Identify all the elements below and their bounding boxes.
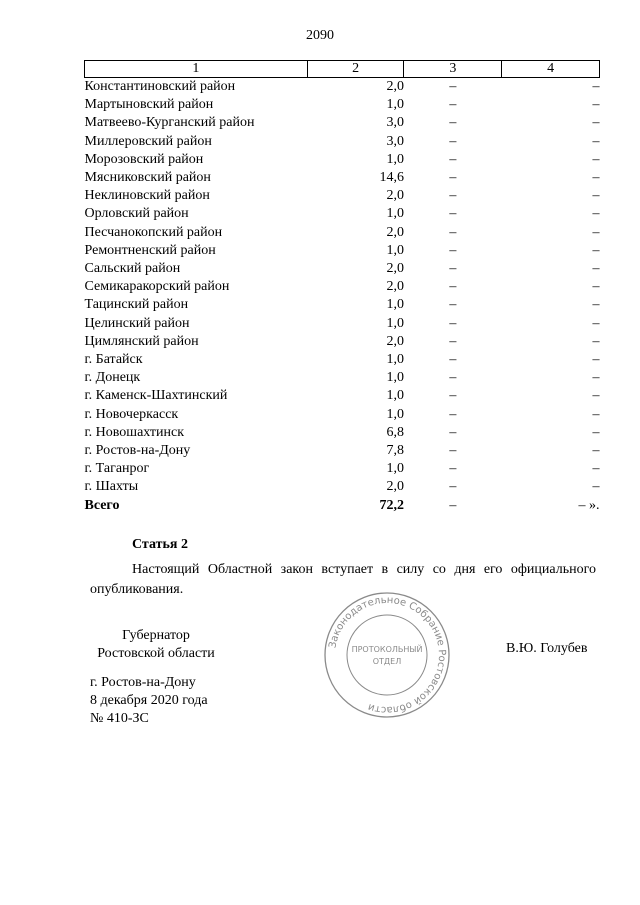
column-3-value: – <box>449 151 457 167</box>
table-row <box>85 242 600 260</box>
district-name: Морозовский район <box>84 151 204 167</box>
column-4-value: – <box>592 406 600 422</box>
amount-value: 2,0 <box>386 479 404 495</box>
column-3-value: – <box>449 261 457 277</box>
column-3-value: – <box>449 424 457 440</box>
district-name: Цимлянский район <box>84 333 199 349</box>
table-row <box>85 387 600 405</box>
amount-value: 1,0 <box>386 206 404 222</box>
column-3-value: – <box>449 388 457 404</box>
column-header-2: 2 <box>307 61 404 78</box>
table-row <box>85 424 600 442</box>
column-3-value: – <box>449 206 457 222</box>
table-total-row <box>85 497 600 515</box>
column-3-value: – <box>449 133 457 149</box>
position-line-2: Ростовской области <box>97 646 215 661</box>
column-3-value: – <box>449 188 457 204</box>
amount-value: 72,2 <box>379 497 404 513</box>
district-name: г. Шахты <box>84 479 139 495</box>
column-3-value: – <box>449 279 457 295</box>
column-3-value: – <box>449 224 457 240</box>
law-date: 8 декабря 2020 года <box>90 693 208 708</box>
table-header-row <box>85 61 600 78</box>
table-row <box>85 78 600 97</box>
table-row <box>85 406 600 424</box>
signatory-position <box>90 627 222 663</box>
table-row <box>85 460 600 478</box>
district-name: Орловский район <box>84 206 189 222</box>
column-4-value: – ». <box>578 497 600 513</box>
district-name: Целинский район <box>84 315 190 331</box>
allocation-table <box>84 60 600 515</box>
column-3-value: – <box>449 443 457 459</box>
amount-value: 2,0 <box>386 333 404 349</box>
column-4-value: – <box>592 370 600 386</box>
amount-value: 1,0 <box>386 97 404 113</box>
table-row <box>85 278 600 296</box>
district-name: Сальский район <box>84 261 181 277</box>
district-name: Всего <box>84 497 120 513</box>
column-4-value: – <box>592 133 600 149</box>
column-4-value: – <box>592 424 600 440</box>
table-row <box>85 442 600 460</box>
column-3-value: – <box>449 170 457 186</box>
amount-value: 2,0 <box>386 79 404 94</box>
amount-value: 1,0 <box>386 242 404 258</box>
column-4-value: – <box>592 261 600 277</box>
amount-value: 2,0 <box>386 261 404 277</box>
district-name: Мясниковский район <box>84 170 211 186</box>
table-row <box>85 169 600 187</box>
amount-value: 1,0 <box>386 370 404 386</box>
district-name: г. Донецк <box>84 370 141 386</box>
column-4-value: – <box>592 333 600 349</box>
column-4-value: – <box>592 461 600 477</box>
table-row <box>85 478 600 496</box>
column-3-value: – <box>449 479 457 495</box>
column-3-value: – <box>449 352 457 368</box>
amount-value: 1,0 <box>386 352 404 368</box>
law-city: г. Ростов-на-Дону <box>90 675 196 690</box>
district-name: г. Ростов-на-Дону <box>84 443 191 459</box>
svg-text:ОТДЕЛ: ОТДЕЛ <box>372 657 402 666</box>
column-3-value: – <box>449 315 457 331</box>
column-3-value: – <box>449 297 457 313</box>
district-name: Тацинский район <box>84 297 189 313</box>
amount-value: 3,0 <box>386 115 404 131</box>
signatory-name: В.Ю. Голубев <box>506 641 588 656</box>
table-row <box>85 333 600 351</box>
table-row <box>85 133 600 151</box>
column-4-value: – <box>592 279 600 295</box>
district-name: Константиновский район <box>84 79 236 94</box>
amount-value: 1,0 <box>386 151 404 167</box>
column-3-value: – <box>449 97 457 113</box>
column-3-value: – <box>449 115 457 131</box>
column-4-value: – <box>592 297 600 313</box>
district-name: г. Батайск <box>84 352 143 368</box>
amount-value: 1,0 <box>386 388 404 404</box>
column-4-value: – <box>592 242 600 258</box>
amount-value: 7,8 <box>386 443 404 459</box>
column-header-1: 1 <box>85 61 308 78</box>
district-name: г. Каменск-Шахтинский <box>84 388 228 404</box>
amount-value: 1,0 <box>386 315 404 331</box>
amount-value: 2,0 <box>386 188 404 204</box>
table-row <box>85 369 600 387</box>
column-3-value: – <box>449 406 457 422</box>
column-3-value: – <box>449 79 457 94</box>
table-row <box>85 351 600 369</box>
table-row <box>85 151 600 169</box>
column-4-value: – <box>592 388 600 404</box>
article-title: Статья 2 <box>132 537 188 552</box>
column-header-3: 3 <box>404 61 502 78</box>
law-number: № 410-ЗС <box>90 711 149 726</box>
column-3-value: – <box>449 242 457 258</box>
amount-value: 3,0 <box>386 133 404 149</box>
table-row <box>85 187 600 205</box>
column-header-4: 4 <box>502 61 600 78</box>
district-name: г. Новочеркасск <box>84 406 179 422</box>
table-row <box>85 205 600 223</box>
column-3-value: – <box>449 461 457 477</box>
official-seal-stamp <box>322 590 452 720</box>
law-details <box>90 674 208 728</box>
column-4-value: – <box>592 206 600 222</box>
district-name: Семикаракорский район <box>84 279 230 295</box>
district-name: Ремонтненский район <box>84 242 216 258</box>
column-3-value: – <box>449 370 457 386</box>
amount-value: 1,0 <box>386 461 404 477</box>
district-name: Миллеровский район <box>84 133 212 149</box>
column-4-value: – <box>592 224 600 240</box>
svg-text:Законодательное Собрание Росто: Законодательное Собрание Ростовской области <box>327 594 448 716</box>
column-3-value: – <box>449 497 457 513</box>
amount-value: 2,0 <box>386 279 404 295</box>
district-name: Песчанокопский район <box>84 224 223 240</box>
amount-value: 6,8 <box>386 424 404 440</box>
district-name: Неклиновский район <box>84 188 210 204</box>
amount-value: 1,0 <box>386 297 404 313</box>
table-row <box>85 260 600 278</box>
table-row <box>85 114 600 132</box>
amount-value: 1,0 <box>386 406 404 422</box>
table-row <box>85 315 600 333</box>
district-name: г. Новошахтинск <box>84 424 185 440</box>
column-4-value: – <box>592 115 600 131</box>
table-row <box>85 296 600 314</box>
article-text: Настоящий Областной закон вступает в силу со дня его официального опубликования. <box>90 562 596 597</box>
column-4-value: – <box>592 188 600 204</box>
page-number: 2090 <box>306 28 334 43</box>
district-name: Матвеево-Курганский район <box>84 115 255 131</box>
column-4-value: – <box>592 352 600 368</box>
column-4-value: – <box>592 97 600 113</box>
column-4-value: – <box>592 315 600 331</box>
table-row <box>85 224 600 242</box>
svg-text:ПРОТОКОЛЬНЫЙ: ПРОТОКОЛЬНЫЙ <box>351 645 423 654</box>
column-4-value: – <box>592 170 600 186</box>
column-4-value: – <box>592 151 600 167</box>
column-3-value: – <box>449 333 457 349</box>
position-line-1: Губернатор <box>122 628 190 643</box>
amount-value: 2,0 <box>386 224 404 240</box>
column-4-value: – <box>592 479 600 495</box>
column-4-value: – <box>592 443 600 459</box>
district-name: Мартыновский район <box>84 97 214 113</box>
district-name: г. Таганрог <box>84 461 150 477</box>
amount-value: 14,6 <box>379 170 404 186</box>
table-row <box>85 96 600 114</box>
column-4-value: – <box>592 79 600 94</box>
